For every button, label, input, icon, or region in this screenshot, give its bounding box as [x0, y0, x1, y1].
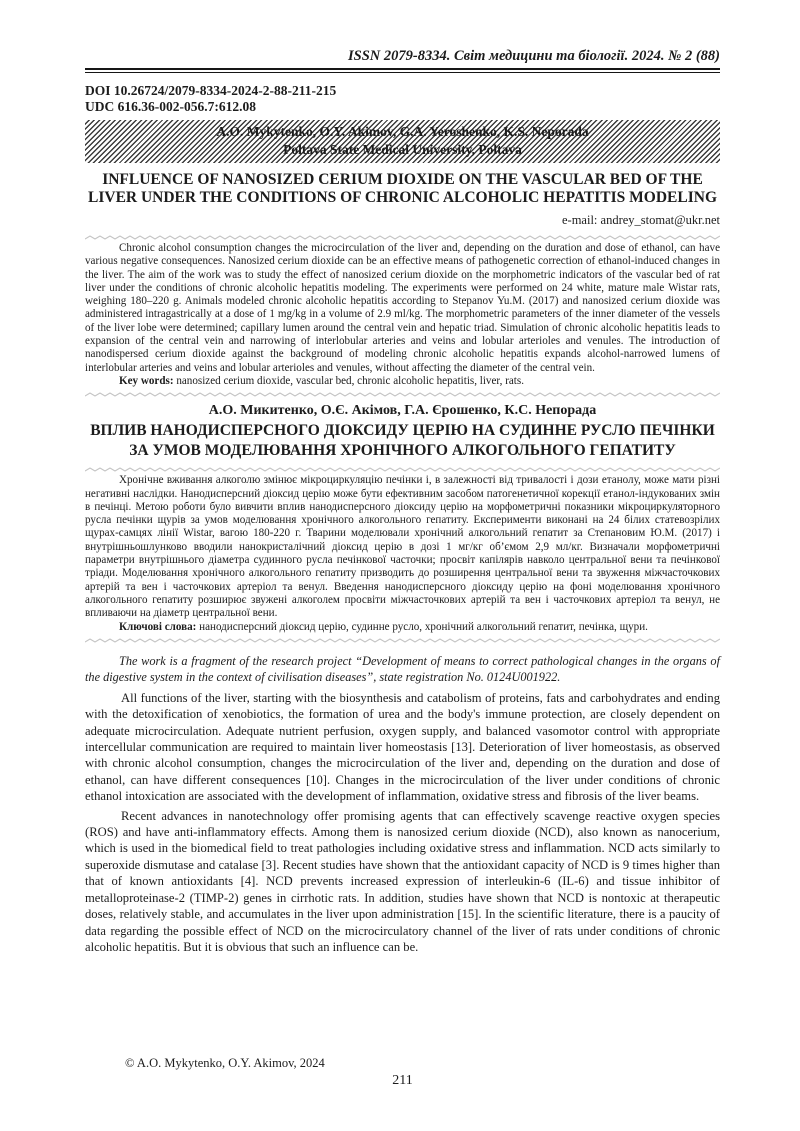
page-number: 211 — [392, 1073, 413, 1088]
article-title-uk: ВПЛИВ НАНОДИСПЕРСНОГО ДІОКСИДУ ЦЕРІЮ НА СУДИННЕ РУСЛО ПЕЧІНКИ ЗА УМОВ МОДЕЛЮВАННЯ ХРОНІЧНОГО АЛКОГОЛЬНОГО ГЕПАТИТУ — [90, 422, 715, 460]
project-note: The work is a fragment of the research project “Development of means to correct pathological changes in the organs of the digestive system in the context of civilisation diseases”, state registration No. 0124U001922. — [85, 653, 720, 684]
header-rule — [85, 68, 720, 73]
article-title-en: INFLUENCE OF NANOSIZED CERIUM DIOXIDE ON THE VASCULAR BED OF THE LIVER UNDER THE CONDITIONS OF CHRONIC ALCOHOLIC HEPATITIS MODELING — [88, 171, 717, 206]
udc-line: UDC 616.36-002-056.7:612.08 — [85, 99, 256, 114]
copyright-line: © A.O. Mykytenko, O.Y. Akimov, 2024 — [125, 1056, 325, 1070]
wavy-separator — [85, 638, 720, 643]
affiliation-en: Poltava State Medical University, Poltava — [283, 142, 522, 157]
wavy-separator — [85, 467, 720, 472]
keywords-en-label: Key words: — [119, 374, 174, 387]
body-paragraph: All functions of the liver, starting with the biosynthesis and catabolism of proteins, fats and carbohydrates and ending with the detoxification of xenobiotics, the formation of urea and the body's immune protection, are closely dependent on adequate microcirculation. Adequate nutrient perfusion, oxygen supply, and balanced vasomotor control with appropriate intercellular communication are required to maintain liver homeostasis [13]. Deterioration of liver homeostasis, as observed with chronic alcohol consumption, changes the microcirculation of the liver and, depending on the duration and dose of ethanol, can have different consequences [10]. Changes in the microcirculation of the liver under conditions of chronic ethanol intoxication are associated with the development of inflammation, oxidative stress and fibrosis of the liver beams. — [85, 690, 720, 804]
body-paragraph: Recent advances in nanotechnology offer promising agents that can effectively scavenge reactive oxygen species (ROS) and have anti-inflammatory effects. Among them is nanosized cerium dioxide (NCD), also known as nanocerium, which is used in the biomedical field to treat pathologies including oxidative stress and inflammation. NCD acts similarly to superoxide dismutase and catalase [3]. Recent studies have shown that the antioxidant capacity of NCD is 9 times higher than that of known antioxidants [4]. NCD prevents increased expression of interleukin-6 (IL-6) and tissue inhibitor of metalloproteinase-2 (TIMP-2) genes in cirrhotic rats. In addition, studies have shown that NCD is nontoxic at therapeutic doses, relatively stable, and accumulates in the liver upon administration [15]. In the scientific literature, there is a paucity of data regarding the possible effect of NCD on the microcirculatory channel of the liver of rats under conditions of chronic alcoholic hepatitis. But it is obvious that such an influence can be. — [85, 808, 720, 954]
keywords-uk-label: Ключові слова: — [119, 620, 197, 633]
authors-en: A.O. Mykytenko, O.Y. Akimov, G.A. Yeroshenko, K.S. Neporada — [216, 124, 589, 139]
keywords-uk — [85, 621, 720, 634]
doi-line: DOI 10.26724/2079-8334-2024-2-88-211-215 — [85, 83, 337, 98]
wavy-separator — [85, 392, 720, 397]
page-footer — [85, 1056, 720, 1089]
authors-uk: А.О. Микитенко, О.Є. Акімов, Г.А. Єрошенко, К.С. Непорада — [208, 403, 597, 419]
abstract-en: Chronic alcohol consumption changes the microcirculation of the liver and, depending on the duration and dose of ethanol, can have various negative consequences. Nanosized cerium dioxide can be an effective means of pathogenetic correction of ethanol-induced changes in the liver. The aim of the work was to study the effect of nanosized cerium dioxide on the morphometric indicators of the vascular bed of rat liver under the conditions of chronic alcoholic hepatitis modeling. The experiments were performed on 24 white, mature male Wistar rats, weighing 180–220 g. Animals modeled chronic alcoholic hepatitis according to Stepanov Yu.M. (2017) and nanosized cerium dioxide was administered intragastrically at a dose of 1 mg/kg in a volume of 2.9 ml/kg. The morphometric parameters of the inner diameter of the vessels of the liver lobe were determined; capillary lumen around the central vein and hepatic triad. Simulation of chronic alcoholic hepatitis leads to expansion of the central vein and narrowing of interlobular arteries and veins and lobular arterioles and venules. The introduction of nanodispersed cerium dioxide against the background of modeling chronic alcoholic hepatitis expands alcohol-narrowed lumens of interlobular arteries and veins and lobular arterioles and venules, without affecting the diameter of the central vein. — [85, 242, 720, 374]
keywords-en — [85, 375, 720, 388]
wavy-separator — [85, 235, 720, 240]
keywords-uk-text: нанодисперсний діоксид церію, судинне русло, хронічний алкогольний гепатит, печінка, щури. — [199, 620, 648, 633]
author-email: e-mail: andrey_stomat@ukr.net — [562, 213, 720, 227]
abstract-uk: Хронічне вживання алкоголю змінює мікроциркуляцію печінки і, в залежності від тривалості і дози етанолу, може мати різні негативні наслідки. Нанодисперсний діоксид церію може бути ефективним засобом патогенетичної корекції етанол-індукованих змін в печінці. Метою роботи було вивчити вплив нанодисперсного діоксиду церію на морфометричні показники мікроциркуляторного русла печінки щурів за умов моделювання хронічного алкогольного гепатиту. Експерименти виконані на 24 білих статевозрілих щурах-самцях лінії Wistar, вагою 180-220 г. Тварини моделювали хронічний алкогольний гепатит за Степановим Ю.М. (2017) і внутрішньошлунково вводили нанокристалічний діоксид церію в дозі 1 мг/кг об’ємом 2,9 мл/кг. Визначали морфометричні параметри внутрішнього діаметра судинного русла печінкової часточки; просвіт капілярів навколо центральної вени та печінкової тріади. Моделювання хронічного алкогольного гепатиту призводить до розширення центральної вени та звуження міжчасточкових артерій та вен і часточкових артеріол та венул. Введення нанодисперсного діоксиду церію на фоні моделювання хронічного алкогольного гепатиту розширює звужені алкоголем просвіти міжчасточкових артерій та вен і часточкових артеріол та венул, не впливаючи на діаметр центральної вени. — [85, 474, 720, 620]
keywords-en-text: nanosized cerium dioxide, vascular bed, chronic alcoholic hepatitis, liver, rats. — [176, 374, 524, 387]
journal-issn-header: ISSN 2079-8334. Світ медицини та біології. 2024. № 2 (88) — [348, 48, 720, 64]
authors-hatched-band — [85, 120, 720, 163]
